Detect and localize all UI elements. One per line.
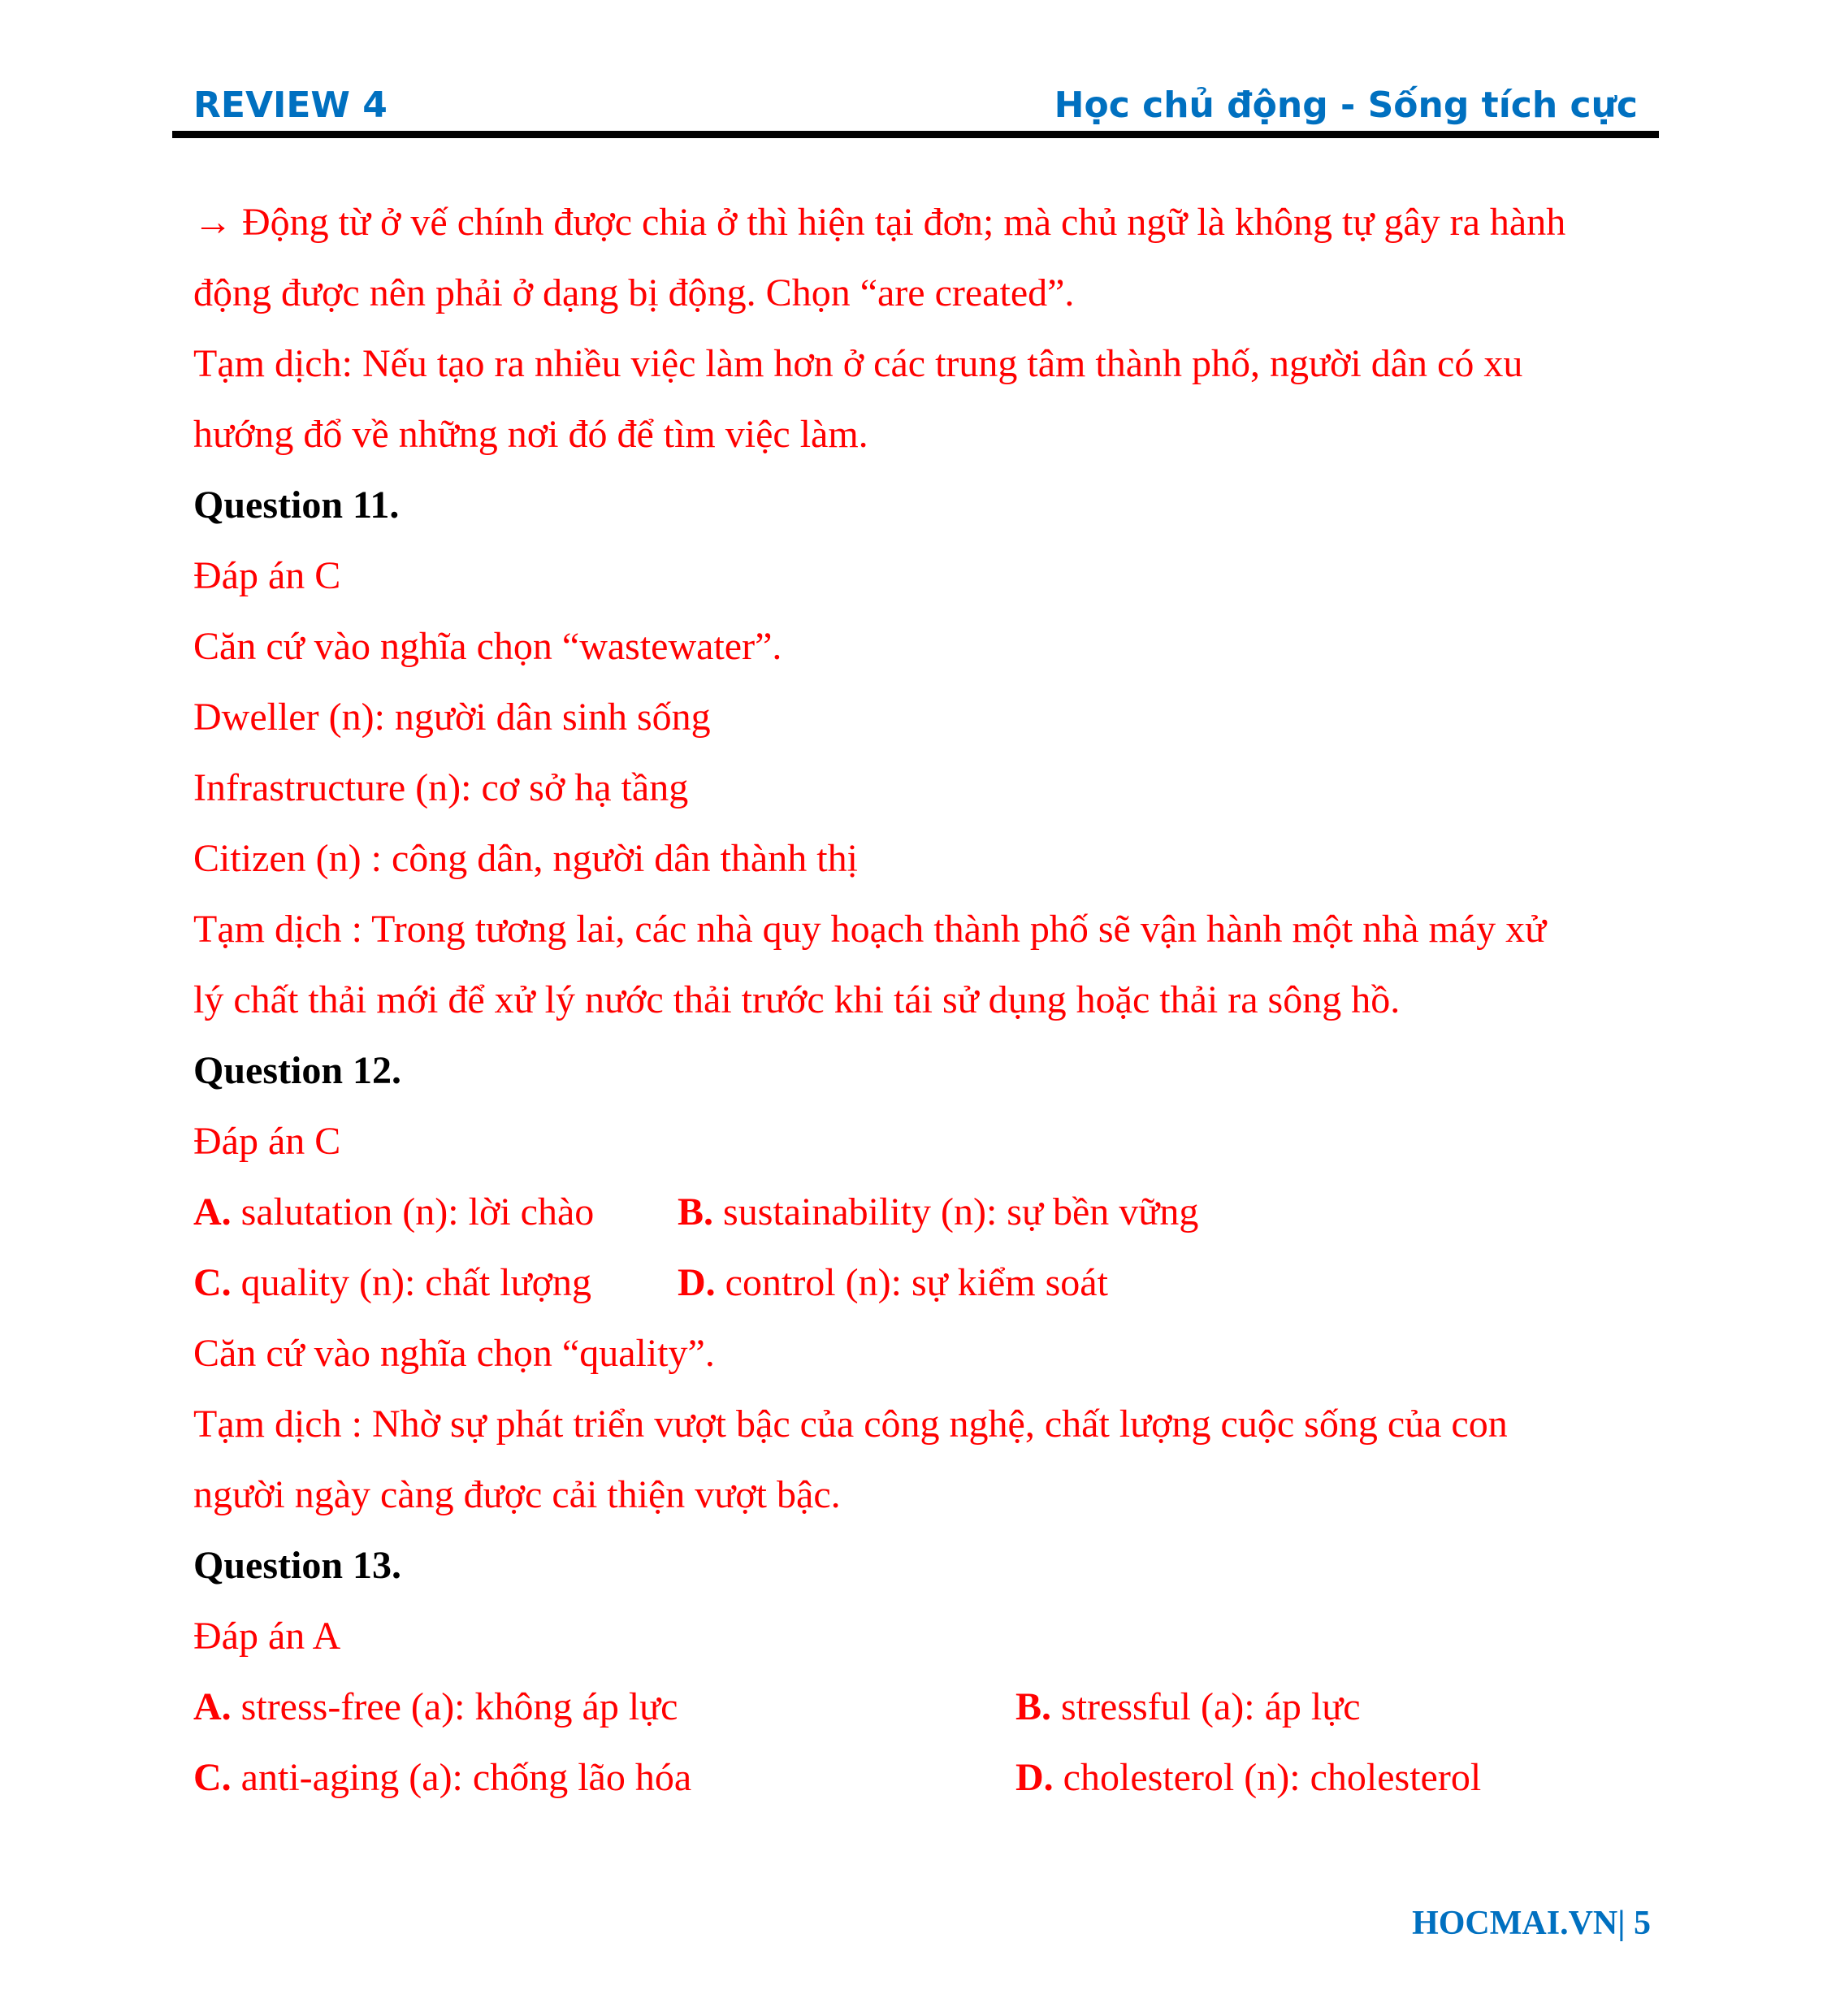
option-a bbox=[193, 1177, 594, 1247]
option-text: anti-aging (a): chống lão hóa bbox=[231, 1756, 692, 1799]
question-12-options-row bbox=[193, 1177, 1648, 1247]
header-slogan: Học chủ động - Sống tích cực bbox=[1054, 85, 1638, 126]
option-b bbox=[1015, 1671, 1361, 1742]
option-text: salutation (n): lời chào bbox=[231, 1190, 595, 1233]
option-a bbox=[193, 1671, 678, 1742]
page-footer: HOCMAI.VN| 5 bbox=[1412, 1905, 1651, 1942]
question-12-answer: Đáp án C bbox=[193, 1120, 341, 1163]
question-12-line: Căn cứ vào nghĩa chọn “quality”. bbox=[193, 1332, 715, 1375]
translation-line: Tạm dịch: Nếu tạo ra nhiều việc làm hơn ở các trung tâm thành phố, người dân có xu bbox=[193, 342, 1523, 385]
question-11-line: Dweller (n): người dân sinh sống bbox=[193, 696, 711, 739]
question-13-title: Question 13. bbox=[193, 1544, 402, 1587]
question-11-line: Infrastructure (n): cơ sở hạ tầng bbox=[193, 766, 689, 809]
explanation-line: động được nên phải ở dạng bị động. Chọn “are created”. bbox=[193, 271, 1075, 314]
option-text: cholesterol (n): cholesterol bbox=[1053, 1756, 1482, 1799]
question-13-answer: Đáp án A bbox=[193, 1615, 341, 1658]
header-divider bbox=[172, 131, 1659, 138]
option-c bbox=[193, 1247, 591, 1318]
option-letter: D. bbox=[678, 1261, 716, 1304]
question-12-title: Question 12. bbox=[193, 1049, 402, 1092]
option-text: sustainability (n): sự bền vững bbox=[713, 1190, 1199, 1233]
question-11-line: Citizen (n) : công dân, người dân thành thị bbox=[193, 837, 858, 880]
translation-line: hướng đổ về những nơi đó để tìm việc làm. bbox=[193, 413, 868, 456]
question-11-title: Question 11. bbox=[193, 483, 400, 527]
question-13-options-row bbox=[193, 1671, 1648, 1742]
document-body bbox=[193, 187, 1648, 1813]
question-12-line: người ngày càng được cải thiện vượt bậc. bbox=[193, 1473, 841, 1516]
option-letter: D. bbox=[1015, 1756, 1054, 1799]
option-text: control (n): sự kiểm soát bbox=[715, 1261, 1108, 1304]
question-11-line: lý chất thải mới để xử lý nước thải trước khi tái sử dụng hoặc thải ra sông hồ. bbox=[193, 978, 1401, 1021]
question-12-line: Tạm dịch : Nhờ sự phát triển vượt bậc của công nghệ, chất lượng cuộc sống của con bbox=[193, 1403, 1508, 1446]
option-c bbox=[193, 1742, 691, 1813]
question-11-line: Căn cứ vào nghĩa chọn “wastewater”. bbox=[193, 625, 782, 668]
option-b bbox=[678, 1177, 1198, 1247]
explanation-line: → Động từ ở vế chính được chia ở thì hiện tại đơn; mà chủ ngữ là không tự gây ra hành bbox=[193, 201, 1566, 244]
question-13-options-row bbox=[193, 1742, 1648, 1813]
option-d bbox=[678, 1247, 1108, 1318]
option-letter: C. bbox=[193, 1756, 232, 1799]
option-letter: A. bbox=[193, 1685, 232, 1728]
option-letter: A. bbox=[193, 1190, 232, 1233]
header-title: REVIEW 4 bbox=[193, 85, 388, 126]
option-text: quality (n): chất lượng bbox=[231, 1261, 591, 1304]
question-11-answer: Đáp án C bbox=[193, 554, 341, 597]
option-letter: B. bbox=[678, 1190, 714, 1233]
option-text: stress-free (a): không áp lực bbox=[231, 1685, 678, 1728]
question-12-options-row bbox=[193, 1247, 1648, 1318]
option-letter: B. bbox=[1015, 1685, 1052, 1728]
option-text: stressful (a): áp lực bbox=[1051, 1685, 1361, 1728]
option-d bbox=[1015, 1742, 1481, 1813]
option-letter: C. bbox=[193, 1261, 232, 1304]
question-11-line: Tạm dịch : Trong tương lai, các nhà quy hoạch thành phố sẽ vận hành một nhà máy xử bbox=[193, 908, 1547, 951]
